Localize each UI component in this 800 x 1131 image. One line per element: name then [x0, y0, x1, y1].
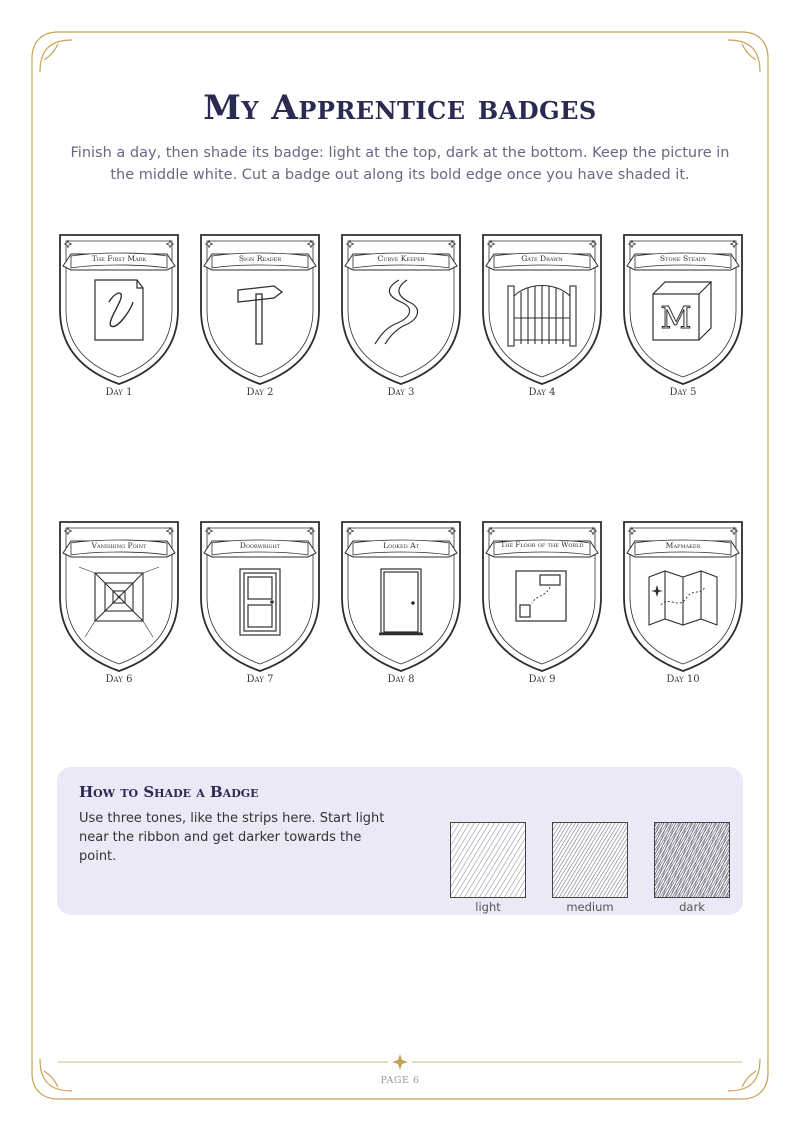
- badge-day-5: [621, 232, 745, 407]
- badge-ribbon-label: Mapmaker: [665, 541, 701, 550]
- badge-day-7: [198, 519, 322, 694]
- intro-text: Finish a day, then shade its badge: light at the top, dark at the bottom. Keep the picture in the middle white. Cut a badge out along its bold edge once you have shaded it.: [70, 145, 730, 183]
- swatch-label: light: [475, 900, 501, 914]
- block-letter: M: [660, 301, 692, 336]
- swatch-medium: [552, 822, 628, 898]
- badge-ribbon-label: The Floor of the World: [500, 541, 584, 549]
- swatch-label: dark: [679, 900, 705, 914]
- badge-ribbon-label: Gate Drawn: [521, 254, 563, 263]
- badge-day-label: Day 9: [528, 674, 556, 685]
- badge-day-label: Day 7: [246, 674, 274, 685]
- badge-day-8: [339, 519, 463, 694]
- badge-day-label: Day 5: [669, 387, 697, 398]
- badge-ribbon-label: Looked At: [383, 541, 419, 550]
- page-number: PAGE 6: [380, 1075, 420, 1086]
- badge-ribbon-label: Doorwright: [239, 541, 281, 550]
- swatch-dark: [654, 822, 730, 898]
- badge-day-label: Day 10: [666, 674, 700, 685]
- how-to-text: Use three tones, like the strips here. Start light near the ribbon and get darker towards the point.: [79, 811, 385, 864]
- badge-day-label: Day 1: [105, 387, 133, 398]
- badge-day-label: Day 2: [246, 387, 274, 398]
- map-star-icon: [651, 585, 663, 597]
- badge-day-4: [480, 232, 604, 407]
- badge-day-9: [480, 519, 604, 694]
- badge-day-3: [339, 232, 463, 407]
- badge-day-10: [621, 519, 745, 694]
- swatch-light: [450, 822, 526, 898]
- footer-star-icon: [392, 1054, 408, 1070]
- badge-day-label: Day 3: [387, 387, 415, 398]
- how-to-title: How to Shade a Badge: [79, 783, 259, 801]
- badge-ribbon-label: Stone Steady: [659, 254, 707, 263]
- badge-ribbon-label: Curve Keeper: [377, 254, 425, 263]
- badge-day-label: Day 4: [528, 387, 556, 398]
- badge-day-6: [57, 519, 181, 694]
- badge-day-label: Day 8: [387, 674, 415, 685]
- swatch-label: medium: [566, 900, 614, 914]
- how-to-shade-panel: [57, 767, 743, 915]
- badge-day-label: Day 6: [105, 674, 133, 685]
- page-title: My Apprentice badges: [203, 88, 597, 128]
- badge-day-1: [57, 232, 181, 407]
- badge-ribbon-label: Vanishing Point: [91, 541, 147, 550]
- badge-day-2: [198, 232, 322, 407]
- badge-ribbon-label: The First Mark: [91, 254, 147, 263]
- badge-ribbon-label: Sign Reader: [238, 254, 282, 263]
